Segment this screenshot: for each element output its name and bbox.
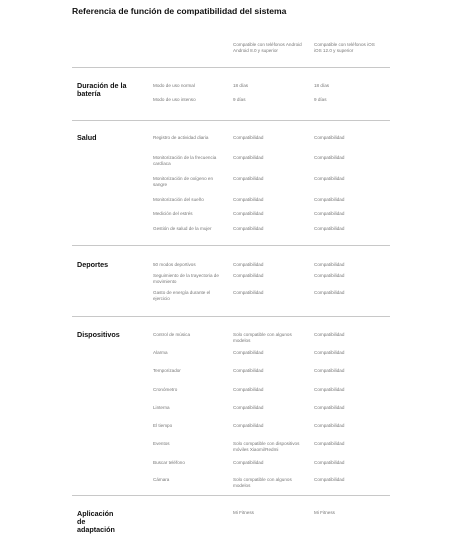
section-label-devices: Dispositivos	[77, 330, 120, 339]
feature-cell: Monitorización del sueño	[153, 197, 204, 202]
ios-cell: Compatibilidad	[314, 262, 345, 267]
header-ios-text: Compatible con teléfonos iOS iOS 12.0 y superior	[314, 42, 375, 53]
android-cell: Compatibilidad	[233, 423, 264, 428]
android-cell: Solo compatible con dispositivos móviles Xiaomi/Redmi	[233, 441, 300, 452]
ios-cell: Compatibilidad	[314, 368, 345, 373]
android-cell: Compatibilidad	[233, 211, 264, 216]
ios-cell: Compatibilidad	[314, 477, 345, 482]
divider	[72, 316, 390, 317]
android-cell: Compatibilidad	[233, 226, 264, 231]
android-cell: Compatibilidad	[233, 262, 264, 267]
feature-cell: Seguimiento de la trayectoria de movimiento	[153, 273, 219, 284]
section-label-health: Salud	[77, 133, 97, 142]
android-cell: Compatibilidad	[233, 368, 264, 373]
feature-cell: Control de música	[153, 332, 191, 337]
android-cell: Compatibilidad	[233, 290, 264, 295]
section-label-app: Aplicación de adaptación	[77, 509, 115, 534]
ios-cell: Compatibilidad	[314, 332, 345, 337]
android-cell: Compatibilidad	[233, 135, 264, 140]
android-cell: Compatibilidad	[233, 405, 264, 410]
feature-cell: Modo de uso normal	[153, 83, 195, 88]
feature-cell: Medición del estrés	[153, 211, 193, 216]
ios-cell: Compatibilidad	[314, 135, 345, 140]
ios-cell: 18 días	[314, 83, 330, 88]
android-cell: Mi Fitness	[233, 510, 254, 515]
ios-cell: Compatibilidad	[314, 155, 345, 160]
ios-cell: Compatibilidad	[314, 226, 345, 231]
android-cell: 18 días	[233, 83, 249, 88]
feature-cell: Cámara	[153, 477, 170, 482]
ios-cell: Compatibilidad	[314, 387, 345, 392]
ios-cell: Compatibilidad	[314, 441, 345, 446]
ios-cell: Compatibilidad	[314, 176, 345, 181]
ios-cell: Compatibilidad	[314, 197, 345, 202]
ios-cell: Compatibilidad	[314, 405, 345, 410]
ios-cell: Compatibilidad	[314, 273, 345, 278]
android-cell: Solo compatible con algunos modelos	[233, 332, 292, 343]
feature-cell: Gestión de salud de la mujer	[153, 226, 212, 231]
android-cell: Compatibilidad	[233, 176, 264, 181]
divider	[72, 67, 390, 68]
ios-cell: Compatibilidad	[314, 423, 345, 428]
section-label-battery: Duración de la batería	[77, 81, 127, 98]
feature-cell: El tiempo	[153, 423, 173, 428]
android-cell: Compatibilidad	[233, 387, 264, 392]
ios-cell: Mi Fitness	[314, 510, 335, 515]
ios-cell: Compatibilidad	[314, 211, 345, 216]
feature-cell: Gasto de energía durante el ejercicio	[153, 290, 211, 301]
feature-cell: Linterna	[153, 405, 170, 410]
ios-cell: Compatibilidad	[314, 350, 345, 355]
divider	[72, 495, 390, 496]
ios-cell: Compatibilidad	[314, 290, 345, 295]
feature-cell: Modo de uso intenso	[153, 97, 196, 102]
header-ios	[314, 42, 394, 54]
android-cell: Compatibilidad	[233, 197, 264, 202]
feature-cell: Buscar teléfono	[153, 460, 185, 465]
feature-cell: Eventos	[153, 441, 170, 446]
android-cell: Compatibilidad	[233, 273, 264, 278]
feature-cell: Registro de actividad diaria	[153, 135, 209, 140]
feature-cell: Monitorización de oxígeno en sangre	[153, 176, 214, 187]
divider	[72, 245, 390, 246]
ios-cell: 9 días	[314, 97, 327, 102]
header-android	[233, 42, 303, 54]
header-android-text: Compatible con teléfonos Android Android 8.0 y superior	[233, 42, 302, 53]
android-cell: Solo compatible con algunos modelos	[233, 477, 292, 488]
android-cell: Compatibilidad	[233, 350, 264, 355]
feature-cell: Temporizador	[153, 368, 181, 373]
page-title: Referencia de función de compatibilidad del sistema	[72, 6, 287, 16]
feature-cell: Alarma	[153, 350, 168, 355]
divider	[72, 120, 390, 121]
ios-cell: Compatibilidad	[314, 460, 345, 465]
section-label-sports: Deportes	[77, 260, 109, 269]
android-cell: Compatibilidad	[233, 460, 264, 465]
feature-cell: Cronómetro	[153, 387, 178, 392]
feature-cell: 50 modos deportivos	[153, 262, 196, 267]
android-cell: Compatibilidad	[233, 155, 264, 160]
feature-cell: Monitorización de la frecuencia cardíaca	[153, 155, 217, 166]
android-cell: 9 días	[233, 97, 246, 102]
